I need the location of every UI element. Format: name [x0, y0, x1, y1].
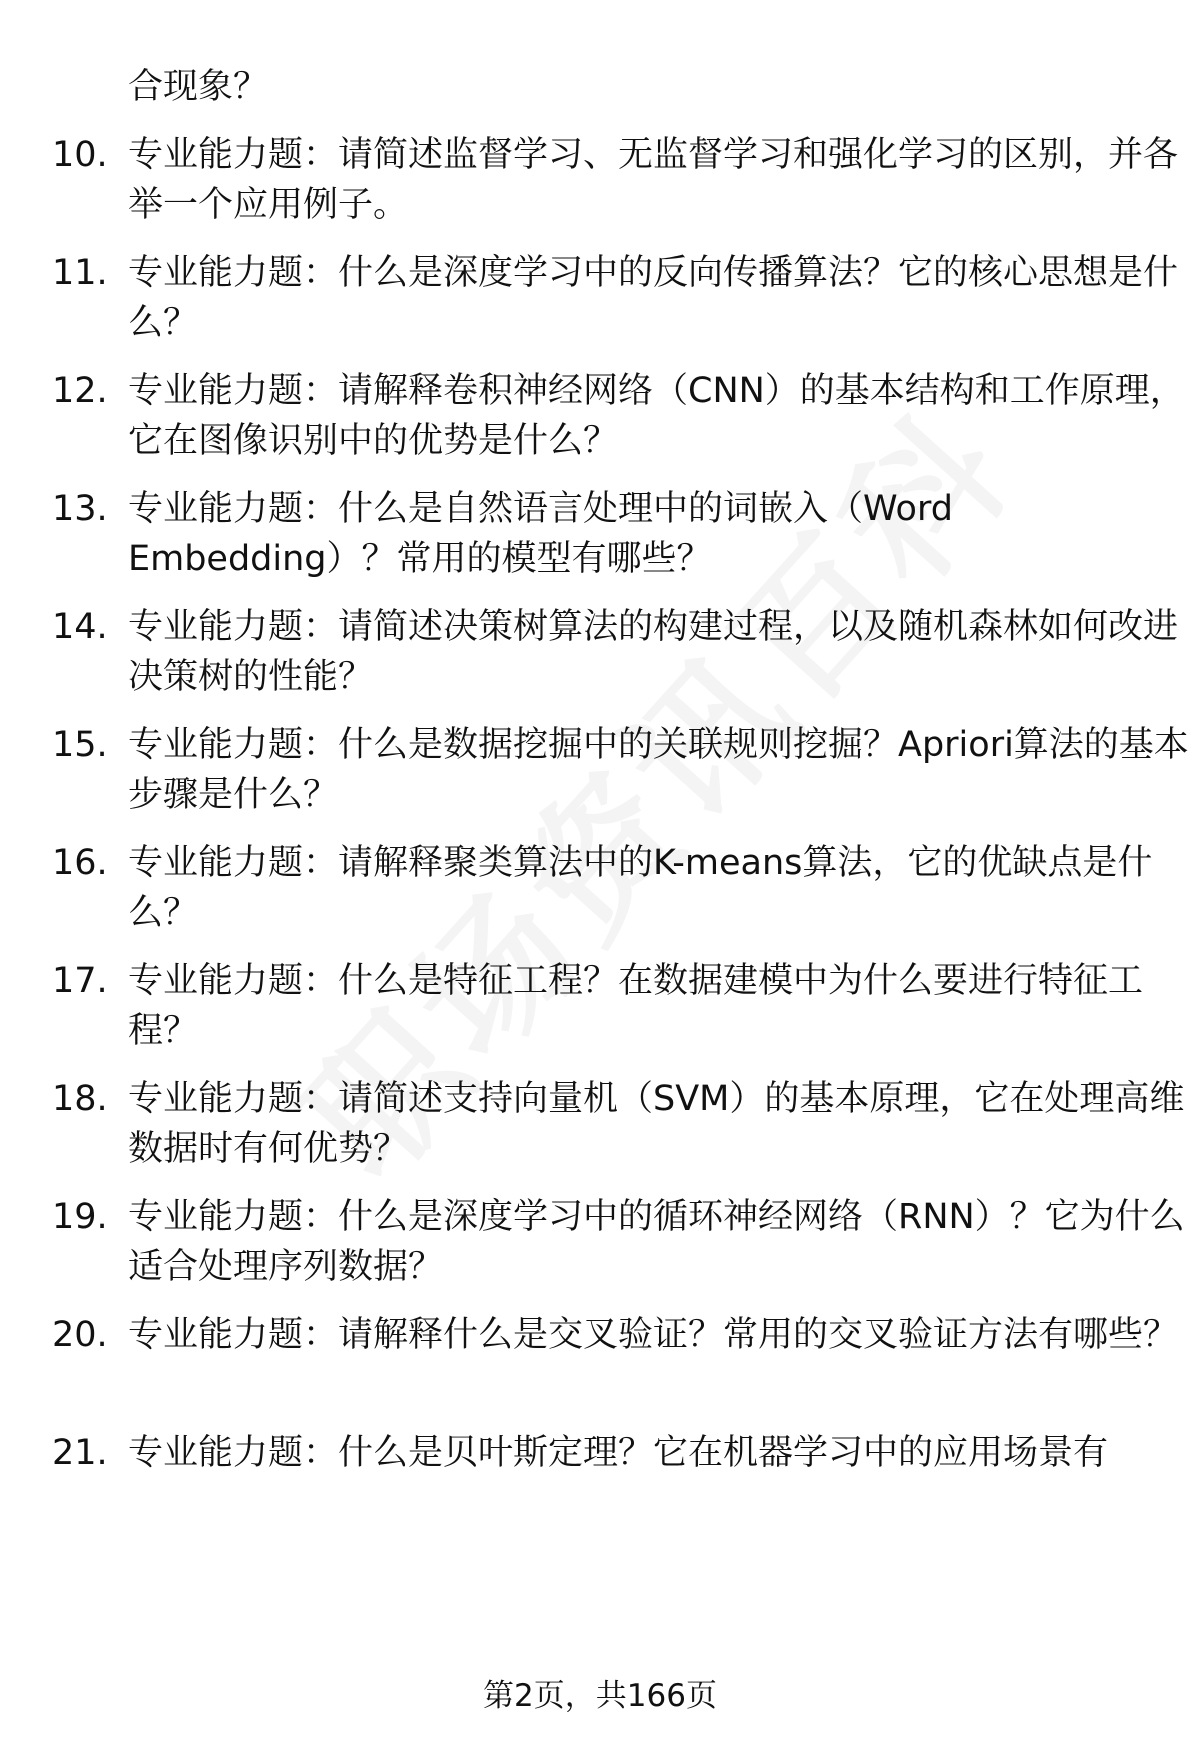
- list-item: [52, 130, 1179, 230]
- list-item: [52, 1428, 1162, 1478]
- list-item: [52, 366, 1185, 466]
- list-item: [52, 484, 1162, 584]
- question-number: 16.: [52, 843, 108, 883]
- list-item: [52, 956, 1162, 1056]
- question-number: 10.: [52, 135, 108, 175]
- question-text: 专业能力题：请解释什么是交叉验证？常用的交叉验证方法有哪些？: [128, 1315, 1179, 1355]
- question-text: 专业能力题：请解释聚类算法中的K-means算法，它的优缺点是什么？: [128, 843, 1153, 933]
- continued-text: 合现象？: [128, 67, 269, 107]
- question-number: 21.: [52, 1433, 108, 1473]
- question-number: 15.: [52, 725, 108, 765]
- question-text: 专业能力题：什么是特征工程？在数据建模中为什么要进行特征工程？: [128, 961, 1144, 1051]
- question-number: 13.: [52, 489, 108, 529]
- question-number: 18.: [52, 1079, 108, 1119]
- list-item: [52, 602, 1179, 702]
- list-item: [52, 838, 1162, 938]
- question-number: 12.: [52, 371, 108, 411]
- question-number: 20.: [52, 1315, 108, 1355]
- list-item: [52, 1074, 1185, 1174]
- question-text: 专业能力题：请解释卷积神经网络（CNN）的基本结构和工作原理，它在图像识别中的优势是什么？: [128, 371, 1185, 461]
- question-number: 14.: [52, 607, 108, 647]
- question-number: 19.: [52, 1197, 108, 1237]
- question-text: 专业能力题：什么是深度学习中的循环神经网络（RNN）？它为什么适合处理序列数据？: [128, 1197, 1185, 1287]
- page-footer: 第2页，共166页: [483, 1678, 717, 1714]
- list-item: [52, 720, 1189, 820]
- list-item: [52, 248, 1179, 348]
- question-text: 专业能力题：请简述支持向量机（SVM）的基本原理，它在处理高维数据时有何优势？: [128, 1079, 1185, 1169]
- question-number: 17.: [52, 961, 108, 1001]
- question-text: 专业能力题：请简述决策树算法的构建过程，以及随机森林如何改进决策树的性能？: [128, 607, 1179, 697]
- list-item: [52, 1310, 1179, 1360]
- question-number: 11.: [52, 253, 108, 293]
- question-text: 专业能力题：请简述监督学习、无监督学习和强化学习的区别，并各举一个应用例子。: [128, 135, 1179, 225]
- question-text: 专业能力题：什么是数据挖掘中的关联规则挖掘？Apriori算法的基本步骤是什么？: [128, 725, 1189, 815]
- question-text: 专业能力题：什么是自然语言处理中的词嵌入（Word Embedding）？常用的模型有哪些？: [128, 489, 953, 579]
- question-text: 专业能力题：什么是贝叶斯定理？它在机器学习中的应用场景有: [128, 1433, 1109, 1473]
- question-text: 专业能力题：什么是深度学习中的反向传播算法？它的核心思想是什么？: [128, 253, 1179, 343]
- list-item: [52, 1192, 1185, 1292]
